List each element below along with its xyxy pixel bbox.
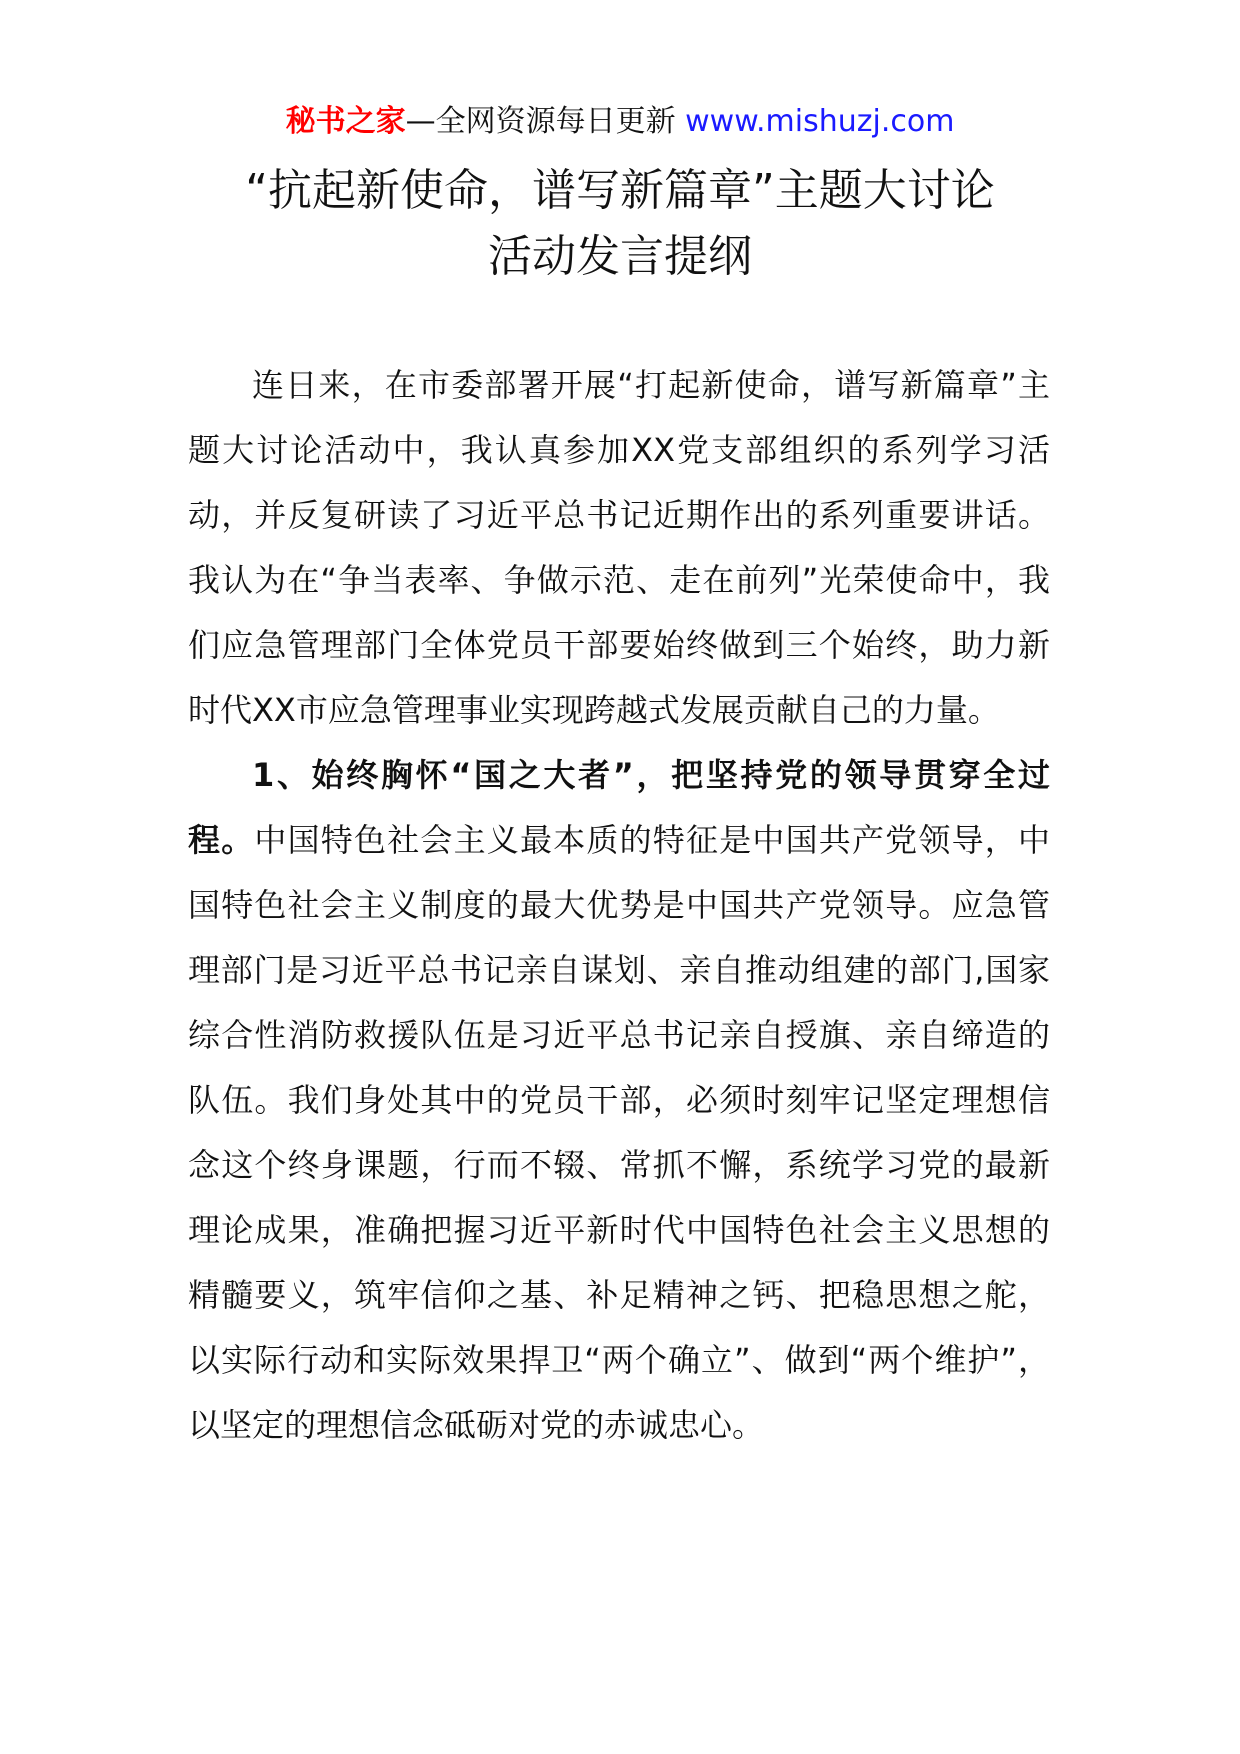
title-line-2: 活动发言提纲 (488, 231, 752, 282)
paragraph-intro: 连日来，在市委部署开展“打起新使命，谱写新篇章”主题大讨论活动中，我认真参加XX党支部组织的系列学习活动，并反复研读了习近平总书记近期作出的系列重要讲话。我认为在“争当表率、争做示范、走在前列”光荣使命中，我们应急管理部门全体党员干部要始终做到三个始终，助力新时代XX市应急管理事业实现跨越式发展贡献自己的力量。 (188, 366, 1050, 729)
point-1-heading: 1、始终胸怀“国之大者”，把坚持党的领导贯穿全过程。 (188, 756, 1050, 859)
point-1-body: 中国特色社会主义最本质的特征是中国共产党领导，中国特色社会主义制度的最大优势是中国共产党领导。应急管理部门是习近平总书记亲自谋划、亲自推动组建的部门,国家综合性消防救援队伍是习近平总书记亲自授旗、亲自缔造的队伍。我们身处其中的党员干部，必须时刻牢记坚定理想信念这个终身课题，行而不辍、常抓不懈，系统学习党的最新理论成果，准确把握习近平新时代中国特色社会主义思想的精髓要义，筑牢信仰之基、补足精神之钙、把稳思想之舵，以实际行动和实际效果捍卫“两个确立”、做到“两个维护”，以坚定的理想信念砥砺对党的赤诚忠心。 (188, 821, 1050, 1444)
header-url-link[interactable]: www.mishuzj.com (685, 104, 955, 139)
document-body (188, 353, 1050, 1458)
document-title (0, 158, 1240, 290)
title-line-1: “抗起新使命，谱写新篇章”主题大讨论 (245, 165, 995, 216)
header-brand: 秘书之家 (285, 104, 406, 139)
header-slogan: —全网资源每日更新 (405, 104, 686, 139)
paragraph-point-1 (188, 743, 1050, 1458)
site-header (0, 100, 1240, 144)
